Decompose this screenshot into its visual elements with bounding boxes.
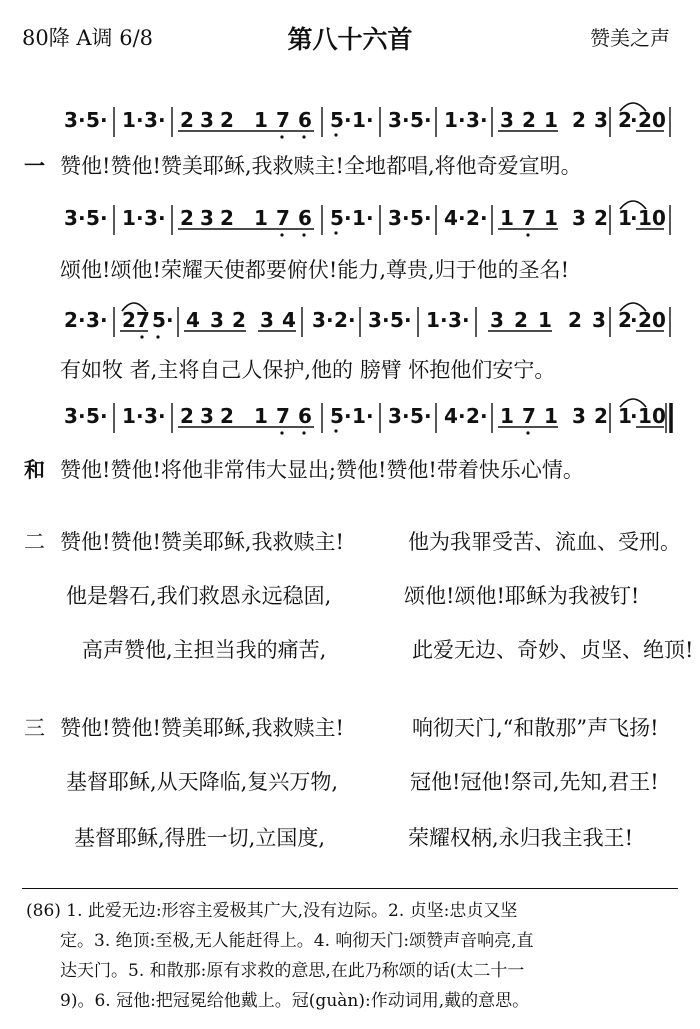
lyric-text-1: 赞他!赞他!赞美耶稣,我救赎主!全地都唱,将他奇爱宣明。 [60, 154, 582, 178]
lyric-line-4 [24, 454, 584, 484]
verse-2-line-3-a: 高声赞他,主担当我的痛苦, [82, 638, 327, 662]
svg-text:2: 2 [618, 308, 632, 332]
svg-text:1: 1 [254, 404, 268, 428]
verse-3-line-3-b: 荣耀权柄,永归我主我王! [408, 826, 634, 850]
svg-text:3: 3 [144, 108, 158, 132]
svg-text:3: 3 [500, 108, 514, 132]
svg-text:·: · [462, 308, 470, 332]
verse-number-2: 二 [24, 530, 45, 554]
svg-text:·: · [480, 206, 488, 230]
svg-text:·: · [344, 206, 352, 230]
svg-text:·: · [480, 108, 488, 132]
verse-3-line-3-a: 基督耶稣,得胜一切,立国度, [74, 826, 326, 850]
svg-text:·: · [136, 404, 144, 428]
lyric-text-3: 有如牧 者,主将自己人保护,他的 膀臂 怀抱他们安宁。 [60, 358, 556, 382]
svg-text:2: 2 [122, 308, 136, 332]
svg-text:2: 2 [638, 108, 652, 132]
svg-text:7: 7 [276, 404, 290, 428]
svg-text:4: 4 [282, 308, 296, 332]
svg-text:3: 3 [210, 308, 224, 332]
svg-text:·: · [344, 404, 352, 428]
svg-text:1: 1 [544, 108, 558, 132]
svg-text:2: 2 [180, 206, 194, 230]
svg-text:4: 4 [186, 308, 200, 332]
svg-text:3: 3 [388, 108, 402, 132]
svg-text:1: 1 [122, 206, 136, 230]
svg-text:·: · [166, 308, 174, 332]
svg-text:2: 2 [64, 308, 78, 332]
svg-text:1: 1 [538, 308, 552, 332]
verse-2-line-3-b: 此爱无边、奇妙、贞坚、绝顶! [412, 638, 694, 662]
notation-line-2 [60, 201, 676, 235]
svg-text:3: 3 [144, 206, 158, 230]
svg-text:2: 2 [594, 404, 608, 428]
svg-text:·: · [630, 108, 638, 132]
svg-text:·: · [100, 108, 108, 132]
svg-text:3: 3 [200, 206, 214, 230]
svg-text:·: · [458, 108, 466, 132]
svg-text:·: · [366, 108, 374, 132]
svg-text:·: · [630, 206, 638, 230]
svg-text:·: · [382, 308, 390, 332]
svg-text:·: · [402, 404, 410, 428]
svg-text:5: 5 [86, 108, 100, 132]
verse-2-line-1-a: 赞他!赞他!赞美耶稣,我救赎主! [60, 530, 344, 554]
svg-text:2: 2 [180, 404, 194, 428]
svg-text:·: · [366, 206, 374, 230]
svg-text:·: · [100, 308, 108, 332]
svg-text:5: 5 [152, 308, 166, 332]
svg-text:7: 7 [276, 108, 290, 132]
notation-line-4 [60, 399, 676, 433]
svg-text:1: 1 [122, 404, 136, 428]
svg-text:5: 5 [330, 404, 344, 428]
svg-text:1: 1 [500, 206, 514, 230]
lyric-line-3 [60, 354, 555, 384]
footnote-line-1: (86) 1. 此爱无边:形容主爱极其广大,没有边际。2. 贞坚:忠贞又坚 [26, 901, 518, 921]
svg-text:1: 1 [352, 404, 366, 428]
svg-text:3: 3 [490, 308, 504, 332]
svg-text:·: · [366, 404, 374, 428]
svg-text:2: 2 [220, 206, 234, 230]
svg-text:4: 4 [444, 404, 458, 428]
svg-text:5: 5 [390, 308, 404, 332]
notation-line-1-svg [60, 103, 676, 143]
svg-text:·: · [158, 108, 166, 132]
svg-text:·: · [136, 206, 144, 230]
svg-text:·: · [424, 206, 432, 230]
svg-text:·: · [402, 108, 410, 132]
svg-text:3: 3 [368, 308, 382, 332]
svg-text:0: 0 [652, 108, 666, 132]
svg-text:·: · [158, 404, 166, 428]
verse-number-1: 一 [24, 153, 45, 178]
svg-text:3: 3 [64, 108, 78, 132]
svg-text:3: 3 [144, 404, 158, 428]
svg-text:2: 2 [594, 206, 608, 230]
svg-text:2: 2 [638, 308, 652, 332]
svg-text:·: · [78, 404, 86, 428]
verse-2-line-1 [24, 526, 344, 556]
svg-text:1: 1 [638, 206, 652, 230]
svg-text:2: 2 [466, 206, 480, 230]
verse-2-line-1-b: 他为我罪受苦、流血、受刑。 [408, 530, 681, 554]
svg-text:2: 2 [618, 108, 632, 132]
notation-line-3-svg [60, 303, 676, 343]
svg-text:·: · [424, 404, 432, 428]
svg-text:·: · [78, 108, 86, 132]
lyric-text-2: 颂他!颂他!荣耀天使都要俯伏!能力,尊贵,归于他的圣名! [60, 258, 570, 282]
svg-text:2: 2 [220, 108, 234, 132]
svg-text:·: · [78, 308, 86, 332]
svg-text:1: 1 [426, 308, 440, 332]
svg-text:2: 2 [572, 108, 586, 132]
notation-line-1 [60, 103, 676, 137]
svg-text:1: 1 [544, 206, 558, 230]
svg-text:1: 1 [352, 206, 366, 230]
svg-text:5: 5 [330, 206, 344, 230]
svg-text:1: 1 [618, 206, 632, 230]
hymnal-name: 赞美之声 [590, 26, 670, 50]
svg-text:·: · [78, 206, 86, 230]
footnote-line-2: 定。3. 绝顶:至极,无人能赶得上。4. 响彻天门:颂赞声音响亮,直 [26, 931, 534, 951]
svg-text:·: · [440, 308, 448, 332]
svg-text:4: 4 [444, 206, 458, 230]
lyric-line-1 [24, 150, 582, 180]
svg-text:1: 1 [444, 108, 458, 132]
svg-text:5: 5 [410, 108, 424, 132]
svg-text:7: 7 [136, 308, 150, 332]
verse-2-line-2-a: 他是磐石,我们救恩永远稳固, [66, 584, 332, 608]
svg-text:·: · [630, 308, 638, 332]
svg-text:6: 6 [298, 404, 312, 428]
svg-text:3: 3 [388, 404, 402, 428]
notation-line-3 [60, 303, 676, 337]
svg-text:1: 1 [500, 404, 514, 428]
svg-text:0: 0 [652, 404, 666, 428]
svg-text:·: · [136, 108, 144, 132]
svg-text:1: 1 [618, 404, 632, 428]
svg-text:2: 2 [220, 404, 234, 428]
svg-text:2: 2 [522, 108, 536, 132]
svg-text:2: 2 [568, 308, 582, 332]
svg-text:5: 5 [86, 206, 100, 230]
svg-text:3: 3 [572, 206, 586, 230]
svg-text:1: 1 [122, 108, 136, 132]
svg-text:5: 5 [330, 108, 344, 132]
footnote-line-4: 9)。6. 冠他:把冠冕给他戴上。冠(guàn):作动词用,戴的意思。 [26, 991, 530, 1011]
svg-text:3: 3 [448, 308, 462, 332]
verse-3-line-1-a: 赞他!赞他!赞美耶稣,我救赎主! [60, 716, 344, 740]
svg-text:1: 1 [544, 404, 558, 428]
lyric-text-4: 赞他!赞他!将他非常伟大显出;赞他!赞他!带着快乐心情。 [60, 458, 584, 482]
svg-text:·: · [404, 308, 412, 332]
hymn-key-and-meter: 80降 A调 6/8 [22, 26, 154, 50]
verse-3-line-1 [24, 712, 344, 742]
svg-text:3: 3 [200, 108, 214, 132]
lyric-line-2 [60, 254, 569, 284]
verse-2-line-2-b: 颂他!颂他!耶稣为我被钉! [404, 584, 640, 608]
svg-text:7: 7 [522, 206, 536, 230]
svg-text:·: · [630, 404, 638, 428]
svg-text:·: · [402, 206, 410, 230]
svg-text:3: 3 [64, 206, 78, 230]
svg-text:1: 1 [254, 206, 268, 230]
svg-text:·: · [100, 404, 108, 428]
svg-text:5: 5 [86, 404, 100, 428]
svg-text:3: 3 [388, 206, 402, 230]
svg-text:2: 2 [466, 404, 480, 428]
svg-text:0: 0 [652, 308, 666, 332]
svg-text:5: 5 [410, 206, 424, 230]
footnotes [26, 896, 676, 1016]
verse-3-line-2-a: 基督耶稣,从天降临,复兴万物, [66, 770, 339, 794]
verse-number-3: 三 [24, 716, 45, 740]
svg-text:2: 2 [180, 108, 194, 132]
svg-text:·: · [480, 404, 488, 428]
svg-text:3: 3 [592, 308, 606, 332]
svg-text:3: 3 [260, 308, 274, 332]
svg-text:·: · [424, 108, 432, 132]
hymn-title: 第八十六首 [287, 25, 413, 54]
svg-text:7: 7 [276, 206, 290, 230]
svg-text:·: · [458, 404, 466, 428]
svg-text:1: 1 [352, 108, 366, 132]
svg-text:5: 5 [410, 404, 424, 428]
svg-text:6: 6 [298, 206, 312, 230]
svg-text:·: · [100, 206, 108, 230]
svg-text:3: 3 [200, 404, 214, 428]
svg-text:3: 3 [594, 108, 608, 132]
svg-text:·: · [326, 308, 334, 332]
svg-text:7: 7 [522, 404, 536, 428]
svg-text:0: 0 [652, 206, 666, 230]
svg-text:2: 2 [232, 308, 246, 332]
svg-text:3: 3 [312, 308, 326, 332]
verse-3-line-1-b: 响彻天门,“和散那”声飞扬! [412, 716, 659, 740]
svg-text:3: 3 [86, 308, 100, 332]
footnote-divider [22, 888, 678, 889]
svg-text:6: 6 [298, 108, 312, 132]
notation-line-2-svg [60, 201, 676, 241]
svg-text:1: 1 [638, 404, 652, 428]
svg-text:2: 2 [334, 308, 348, 332]
notation-line-4-svg [60, 399, 676, 439]
svg-text:2: 2 [514, 308, 528, 332]
svg-text:1: 1 [254, 108, 268, 132]
refrain-mark: 和 [24, 457, 45, 482]
svg-text:·: · [348, 308, 356, 332]
svg-text:3: 3 [572, 404, 586, 428]
svg-text:·: · [458, 206, 466, 230]
svg-text:3: 3 [64, 404, 78, 428]
svg-text:3: 3 [466, 108, 480, 132]
svg-text:·: · [344, 108, 352, 132]
svg-text:·: · [158, 206, 166, 230]
verse-3-line-2-b: 冠他!冠他!祭司,先知,君王! [410, 770, 659, 794]
footnote-line-3: 达天门。5. 和散那:原有求救的意思,在此乃称颂的话(太二十一 [26, 961, 525, 981]
